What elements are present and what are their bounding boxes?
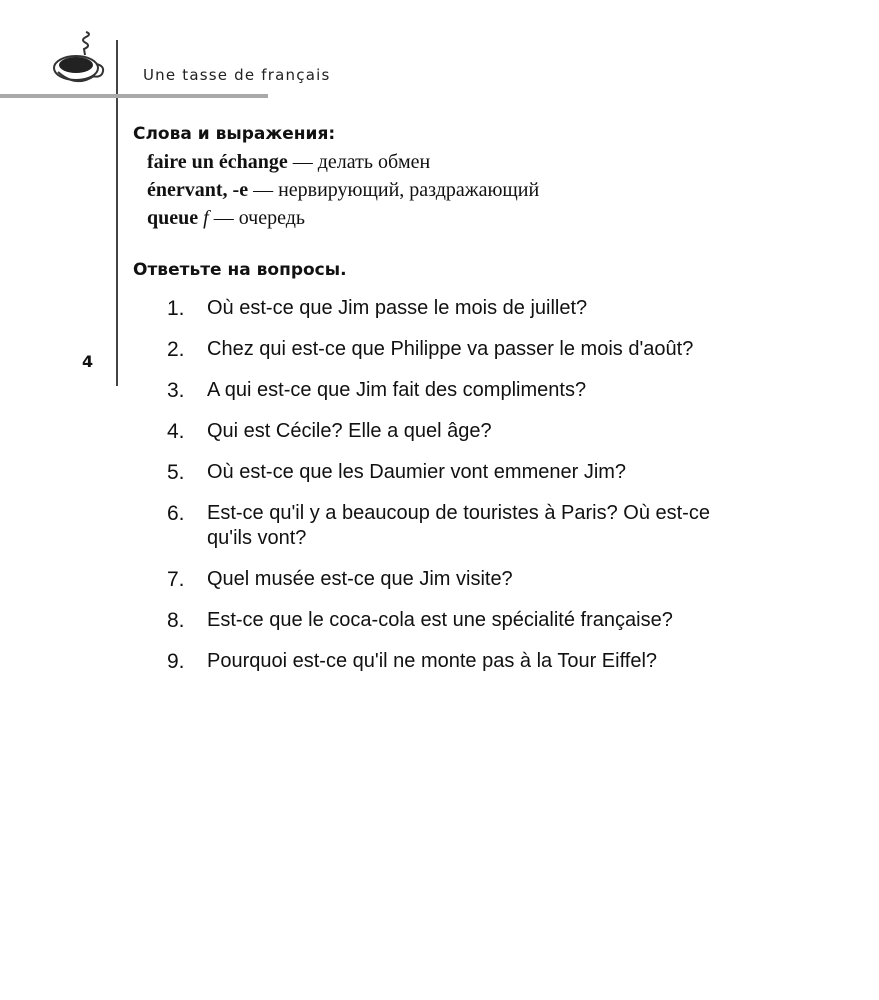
question-text: Est-ce qu'il y a beaucoup de touristes à Paris? Où est-ce qu'ils vont? xyxy=(207,502,710,549)
vocab-item xyxy=(147,204,539,232)
question-number: 5. xyxy=(167,461,185,484)
question-number: 2. xyxy=(167,338,185,361)
header-horizontal-rule xyxy=(0,94,268,98)
question-number: 7. xyxy=(167,568,185,591)
vocabulary-list xyxy=(147,148,539,232)
running-title: Une tasse de français xyxy=(143,66,331,84)
vocab-item xyxy=(147,176,539,204)
question-item xyxy=(167,649,787,674)
page-number: 4 xyxy=(82,352,94,371)
question-item xyxy=(167,567,787,592)
question-number: 6. xyxy=(167,502,185,525)
question-text: Est-ce que le coca-cola est une spécialité française? xyxy=(207,609,673,631)
question-number: 4. xyxy=(167,420,185,443)
question-text: Chez qui est-ce que Philippe va passer le mois d'août? xyxy=(207,338,694,360)
question-item xyxy=(167,378,787,403)
vocab-term: faire un échange xyxy=(147,151,288,173)
vocab-gender: f xyxy=(198,207,209,229)
question-text: Où est-ce que les Daumier vont emmener Jim? xyxy=(207,461,627,483)
question-item xyxy=(167,337,787,362)
question-number: 9. xyxy=(167,650,185,673)
question-item xyxy=(167,608,787,633)
vocab-translation: — нервирующий, раздражающий xyxy=(248,179,540,201)
question-item xyxy=(167,296,787,321)
vocab-item xyxy=(147,148,539,176)
question-number: 1. xyxy=(167,297,185,320)
coffee-cup-icon xyxy=(50,28,110,88)
question-item xyxy=(167,460,787,485)
question-text: Quel musée est-ce que Jim visite? xyxy=(207,568,513,590)
question-text: A qui est-ce que Jim fait des compliments? xyxy=(207,379,587,401)
question-text: Qui est Cécile? Elle a quel âge? xyxy=(207,420,492,442)
vocab-term: queue xyxy=(147,207,199,229)
question-item xyxy=(167,419,787,444)
questions-heading: Ответьте на вопросы. xyxy=(133,260,347,280)
vocabulary-heading: Слова и выражения: xyxy=(133,124,336,144)
vocab-term: énervant, -e xyxy=(147,179,249,201)
question-item xyxy=(167,501,787,551)
margin-vertical-rule xyxy=(116,40,118,386)
vocab-translation: — очередь xyxy=(208,207,306,229)
question-text: Pourquoi est-ce qu'il ne monte pas à la Tour Eiffel? xyxy=(207,650,658,672)
question-text: Où est-ce que Jim passe le mois de juillet? xyxy=(207,297,588,319)
questions-list xyxy=(167,296,787,690)
vocab-translation: — делать обмен xyxy=(287,151,431,173)
question-number: 3. xyxy=(167,379,185,402)
question-number: 8. xyxy=(167,609,185,632)
